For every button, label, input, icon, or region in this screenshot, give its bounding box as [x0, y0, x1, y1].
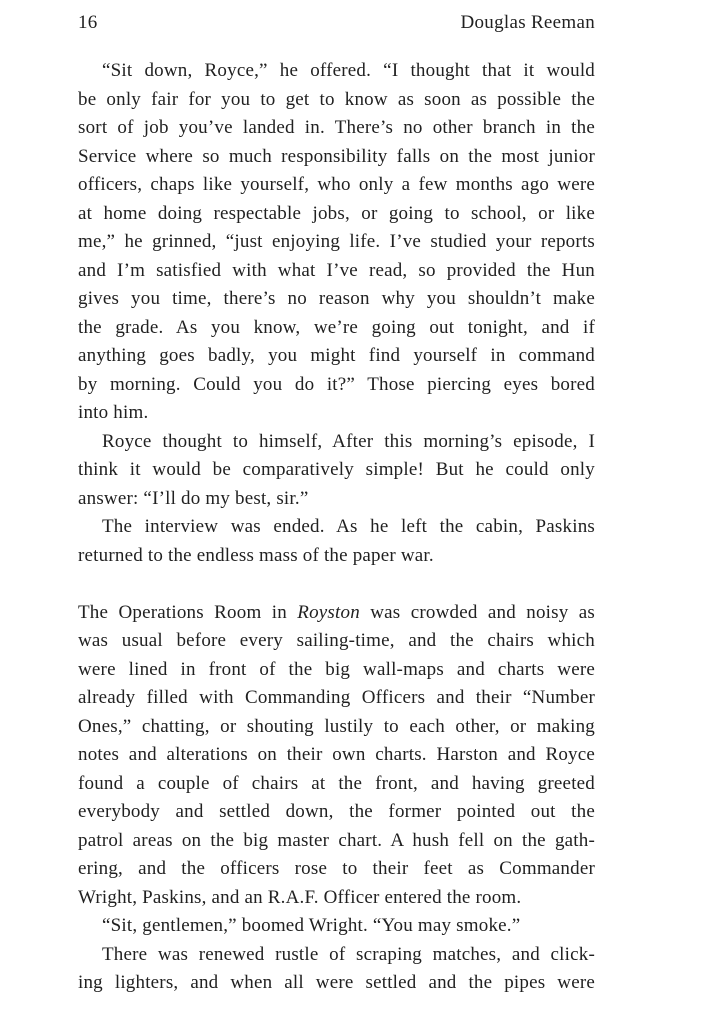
- text-line: [78, 200, 595, 229]
- page-header: [78, 10, 595, 36]
- text-line: [78, 969, 595, 998]
- text-line: [78, 171, 595, 200]
- text-run: me,” he grinned, “just enjoying life. I’ve studied your reports: [78, 231, 595, 252]
- paragraph: [78, 912, 595, 941]
- text-line: [78, 314, 595, 343]
- text-line: [78, 428, 595, 457]
- text-line: [78, 827, 595, 856]
- text-line: [78, 285, 595, 314]
- text-line: [78, 912, 595, 941]
- text-line: [78, 399, 595, 428]
- text-run: returned to the endless mass of the paper war.: [78, 544, 434, 566]
- text-run: notes and alterations on their own charts. Harston and Royce: [78, 744, 595, 765]
- page-number: 16: [78, 12, 98, 33]
- paragraph: [78, 57, 595, 428]
- text-run: ering, and the officers rose to their feet as Commander: [78, 858, 595, 879]
- text-run: everybody and settled down, the former pointed out the: [78, 801, 595, 822]
- text-run: patrol areas on the big master chart. A hush fell on the gath-: [78, 829, 595, 851]
- text-line: [78, 114, 595, 143]
- text-run: by morning. Could you do it?” Those piercing eyes bored: [78, 373, 595, 395]
- text-run: Service where so much responsibility falls on the most junior: [78, 145, 595, 167]
- text-line: [78, 57, 595, 86]
- text-line: [78, 371, 595, 400]
- text-run: were lined in front of the big wall-maps and charts were: [78, 658, 595, 680]
- text-run: was usual before every sailing-time, and the chairs which: [78, 630, 595, 651]
- text-line: [78, 342, 595, 371]
- text-run: officers, chaps like yourself, who only a few months ago were: [78, 174, 595, 195]
- text-line: [78, 855, 595, 884]
- text-line: [78, 456, 595, 485]
- text-line: [78, 770, 595, 799]
- text-line: [78, 684, 595, 713]
- text-line: [78, 257, 595, 286]
- paragraph: [78, 428, 595, 514]
- text-run: into him.: [78, 402, 149, 423]
- text-line: [78, 884, 595, 913]
- text-run: The interview was ended. As he left the cabin, Paskins: [102, 516, 595, 537]
- text-run: already filled with Commanding Officers and their “Number: [78, 687, 595, 708]
- text-line: [78, 86, 595, 115]
- text-run: “Sit, gentlemen,” boomed Wright. “You may smoke.”: [102, 915, 521, 936]
- running-head-author: Douglas Reeman: [460, 12, 595, 33]
- ship-name-italic: Royston: [297, 601, 360, 623]
- paragraph: [78, 513, 595, 570]
- text-run: at home doing respectable jobs, or going to school, or like: [78, 202, 595, 224]
- text-line: [78, 627, 595, 656]
- text-run: gives you time, there’s no reason why you shouldn’t make: [78, 288, 595, 309]
- text-run: found a couple of chairs at the front, and having greeted: [78, 772, 595, 794]
- text-run: Royce thought to himself, After this morning’s episode, I: [102, 430, 595, 452]
- text-run: anything goes badly, you might find yourself in command: [78, 345, 595, 366]
- text-run: think it would be comparatively simple! But he could only: [78, 459, 595, 480]
- text-line: [78, 143, 595, 172]
- text-run: “Sit down, Royce,” he offered. “I thought that it would: [102, 60, 595, 81]
- paragraph: [78, 599, 595, 913]
- text-run: be only fair for you to get to know as soon as possible the: [78, 88, 595, 110]
- text-run: answer: “I’ll do my best, sir.”: [78, 487, 309, 509]
- text-line: [78, 542, 595, 571]
- text-line: [78, 656, 595, 685]
- text-run: The Operations Room in: [78, 601, 298, 623]
- text-run: sort of job you’ve landed in. There’s no other branch in the: [78, 117, 595, 138]
- page-body: [78, 57, 595, 998]
- text-line: [78, 741, 595, 770]
- text-run: was crowded and noisy as: [359, 601, 595, 623]
- text-line: [78, 513, 595, 542]
- text-line: [78, 713, 595, 742]
- text-run: There was renewed rustle of scraping matches, and click-: [102, 943, 595, 965]
- text-run: and I’m satisfied with what I’ve read, so provided the Hun: [78, 259, 595, 281]
- text-run: Wright, Paskins, and an R.A.F. Officer entered the room.: [78, 886, 522, 908]
- text-line: [78, 485, 595, 514]
- paragraph: [78, 941, 595, 998]
- text-line: [78, 599, 595, 628]
- text-line: [78, 798, 595, 827]
- text-line: [78, 941, 595, 970]
- text-line: [78, 228, 595, 257]
- text-run: the grade. As you know, we’re going out tonight, and if: [78, 316, 595, 338]
- text-run: ing lighters, and when all were settled and the pipes were: [78, 972, 595, 993]
- text-run: Ones,” chatting, or shouting lustily to each other, or making: [78, 715, 595, 737]
